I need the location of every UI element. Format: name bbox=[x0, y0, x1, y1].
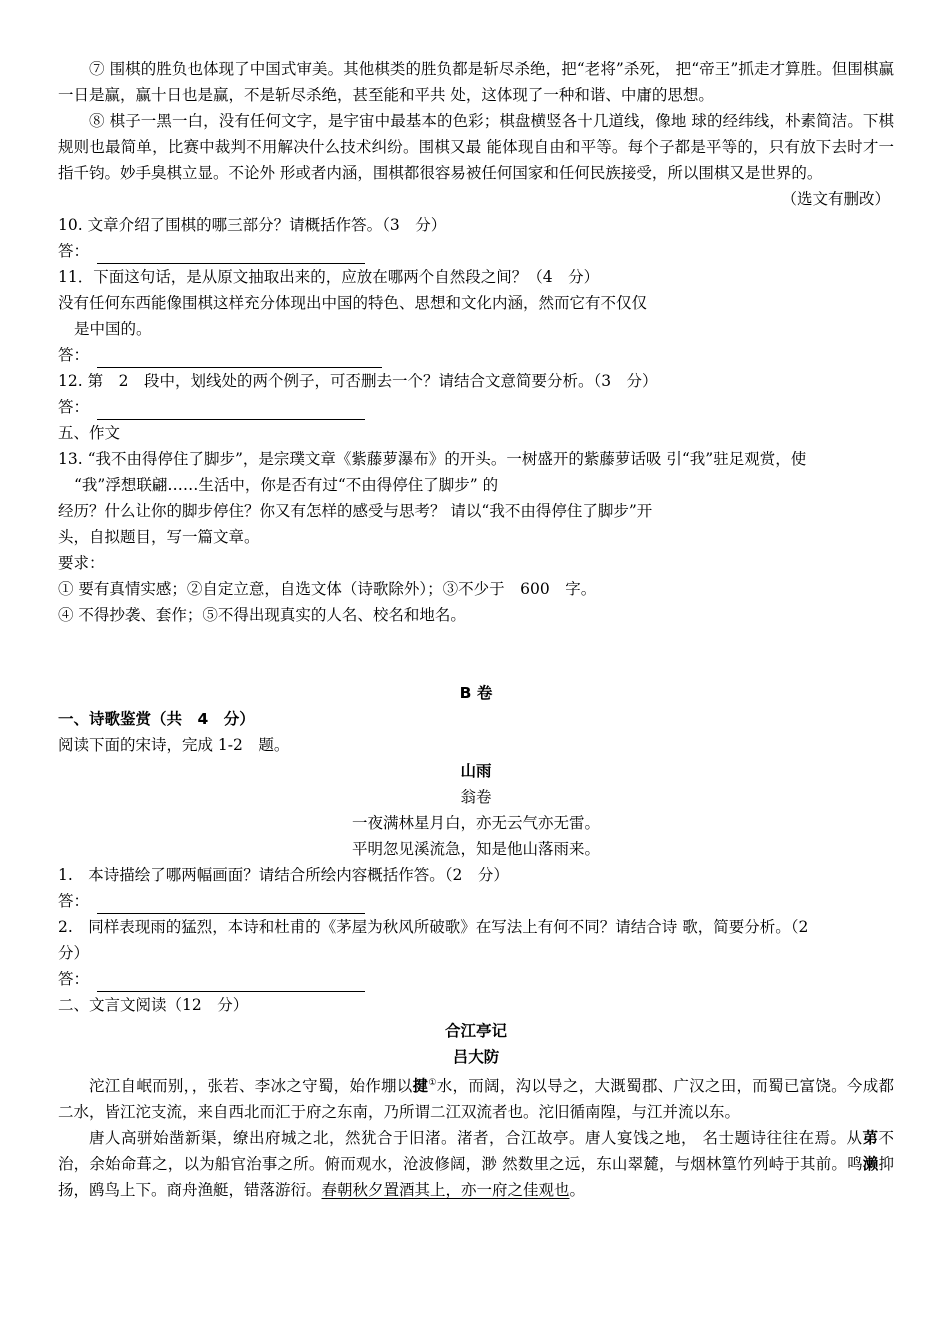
poetry-question-2-line2: 分） bbox=[58, 944, 90, 962]
section-gap bbox=[58, 628, 894, 680]
poem-title: 山雨 bbox=[460, 762, 492, 780]
question-11-quote-line1: 没有任何东西能像围棋这样充分体现出中国的特色、思想和文化内涵，然而它有不仅仅 bbox=[58, 294, 648, 312]
classical-p2-key-char-1: 苐 bbox=[862, 1128, 879, 1148]
passage-paragraph-8: ⑧ 棋子一黑一白，没有任何文字，是宇宙中最基本的色彩；棋盘横竖各十几道线，像地 球的经纬线，朴素简洁。下棋规则也最简单，比赛中裁判不用解决什么技术纠纷。围棋又最 能体现自由和平等。每个子都是平等的，只有放下去时才一指千钧。妙手臭棋立显。不论外 形或者内涵，围棋都很容易被任何国家和任何民族接受，所以围棋又是世界的。 bbox=[58, 112, 894, 182]
answer-line-10 bbox=[58, 238, 894, 264]
answer-blank-10[interactable] bbox=[97, 245, 365, 264]
answer-blank-b2[interactable] bbox=[97, 973, 365, 992]
classical-p1-text-b: 水，而阔，沟以导之，大溉蜀郡、广汉之田，而蜀已富饶。今成都二水，皆江沱支流，来自西北而汇于府之东南，乃所谓二江双流者也。沱旧循南隍，与江并流以东。 bbox=[58, 1077, 894, 1122]
requirements-line2: ④ 不得抄袭、套作；⑤不得出现真实的人名、校名和地名。 bbox=[58, 606, 466, 624]
answer-blank-12[interactable] bbox=[97, 401, 365, 420]
footnote-marker: ① bbox=[428, 1078, 437, 1088]
question-13-line1: 13. “我不由得停住了脚步”，是宗璞文章《紫藤萝瀑布》的开头。一树盛开的紫藤萝话吸 引“我”驻足观赏，使 bbox=[58, 450, 807, 468]
answer-line-12 bbox=[58, 394, 894, 420]
poetry-section-heading: 一、诗歌鉴赏（共 4 分） bbox=[58, 710, 255, 728]
classical-p2-text-b: 不治，余始命葺之，以为船官治事之所。俯而观水，沧波修阔，渺 然数里之远，东山翠麓，与烟林篁竹列峙于其前。鸣 bbox=[58, 1129, 894, 1174]
question-10: 10. 文章介绍了围棋的哪三部分？请概括作答。（3 分） bbox=[58, 216, 447, 234]
poetry-question-1: 1. 本诗描绘了哪两幅画面？请结合所绘内容概括作答。（2 分） bbox=[58, 866, 509, 884]
answer-label: 答： bbox=[58, 346, 90, 364]
classical-text-title: 合江亭记 bbox=[444, 1022, 507, 1040]
classical-p2-text-c: 抑扬，鸥鸟上下。商舟渔艇，错落游衍。 bbox=[58, 1155, 894, 1200]
classical-section-heading: 二、文言文阅读（12 分） bbox=[58, 996, 249, 1014]
question-11: 11．下面这句话，是从原文抽取出来的，应放在哪两个自然段之间？（4 分） bbox=[58, 268, 600, 286]
classical-underlined-sentence: 春朝秋夕置酒其上，亦一府之佳观也 bbox=[321, 1181, 570, 1200]
answer-label: 答： bbox=[58, 398, 90, 416]
question-12: 12. 第 2 段中，划线处的两个例子，可否删去一个？请结合文意简要分析。（3 分） bbox=[58, 372, 658, 390]
poem-line-2: 平明忽见溪流急，知是他山落雨来。 bbox=[351, 840, 600, 858]
classical-p2-text-a: 唐人高骈始凿新渠，缭出府城之北，然犹合于旧渚。渚者，合江故亭。唐人宴饯之地， 名士题诗往往在焉。从 bbox=[89, 1129, 863, 1148]
poetry-question-2-line1: 2. 同样表现雨的猛烈，本诗和杜甫的《茅屋为秋风所破歌》在写法上有何不同？请结合诗 歌，简要分析。（2 bbox=[58, 918, 809, 936]
poem-line-1: 一夜满林星月白，亦无云气亦无雷。 bbox=[351, 814, 600, 832]
source-note: （选文有删改） bbox=[781, 190, 890, 208]
answer-line-b2 bbox=[58, 966, 894, 992]
requirements-line1: ① 要有真情实感；②自定立意，自选文体（诗歌除外）；③不少于 600 字。 bbox=[58, 580, 597, 598]
answer-label: 答： bbox=[58, 970, 90, 988]
poetry-instruction: 阅读下面的宋诗，完成 1-2 题。 bbox=[58, 736, 290, 754]
classical-p2-key-char-2: 濑 bbox=[862, 1154, 879, 1174]
answer-label: 答： bbox=[58, 242, 90, 260]
exam-page bbox=[58, 56, 894, 1203]
classical-paragraph-1 bbox=[58, 1070, 894, 1125]
requirements-label: 要求： bbox=[58, 554, 105, 572]
volume-b-title: B 卷 bbox=[459, 684, 493, 702]
composition-heading: 五、作文 bbox=[58, 424, 121, 442]
question-13-line3: 经历？什么让你的脚步停住？你又有怎样的感受与思考？ 请以“我不由得停住了脚步”开 bbox=[58, 502, 653, 520]
answer-blank-11[interactable] bbox=[97, 349, 382, 368]
classical-paragraph-2 bbox=[58, 1125, 894, 1203]
classical-p2-end: 。 bbox=[569, 1181, 586, 1200]
passage-paragraph-7: ⑦ 围棋的胜负也体现了中国式审美。其他棋类的胜负都是斩尽杀绝，把“老将”杀死， 把“帝王”抓走才算胜。但围棋赢一日是赢，赢十日也是赢，不是斩尽杀绝，甚至能和平共 处，这体现了一种和谐、中庸的思想。 bbox=[58, 60, 894, 104]
answer-label: 答： bbox=[58, 892, 90, 910]
classical-p1-key-char: 揵 bbox=[412, 1076, 429, 1096]
answer-blank-b1[interactable] bbox=[97, 895, 365, 914]
classical-p1-text-a: 沱江自岷而别，，张若、李冰之守蜀，始作堋以 bbox=[89, 1077, 413, 1096]
answer-line-11 bbox=[58, 342, 894, 368]
poem-author: 翁卷 bbox=[460, 788, 492, 806]
question-11-quote-line2: 是中国的。 bbox=[74, 320, 152, 338]
answer-line-b1 bbox=[58, 888, 894, 914]
question-13-line2: “我”浮想联翩……生活中，你是否有过“不由得停住了脚步” 的 bbox=[74, 476, 499, 494]
question-13-line4: 头，自拟题目，写一篇文章。 bbox=[58, 528, 260, 546]
classical-text-author: 吕大防 bbox=[452, 1048, 500, 1066]
